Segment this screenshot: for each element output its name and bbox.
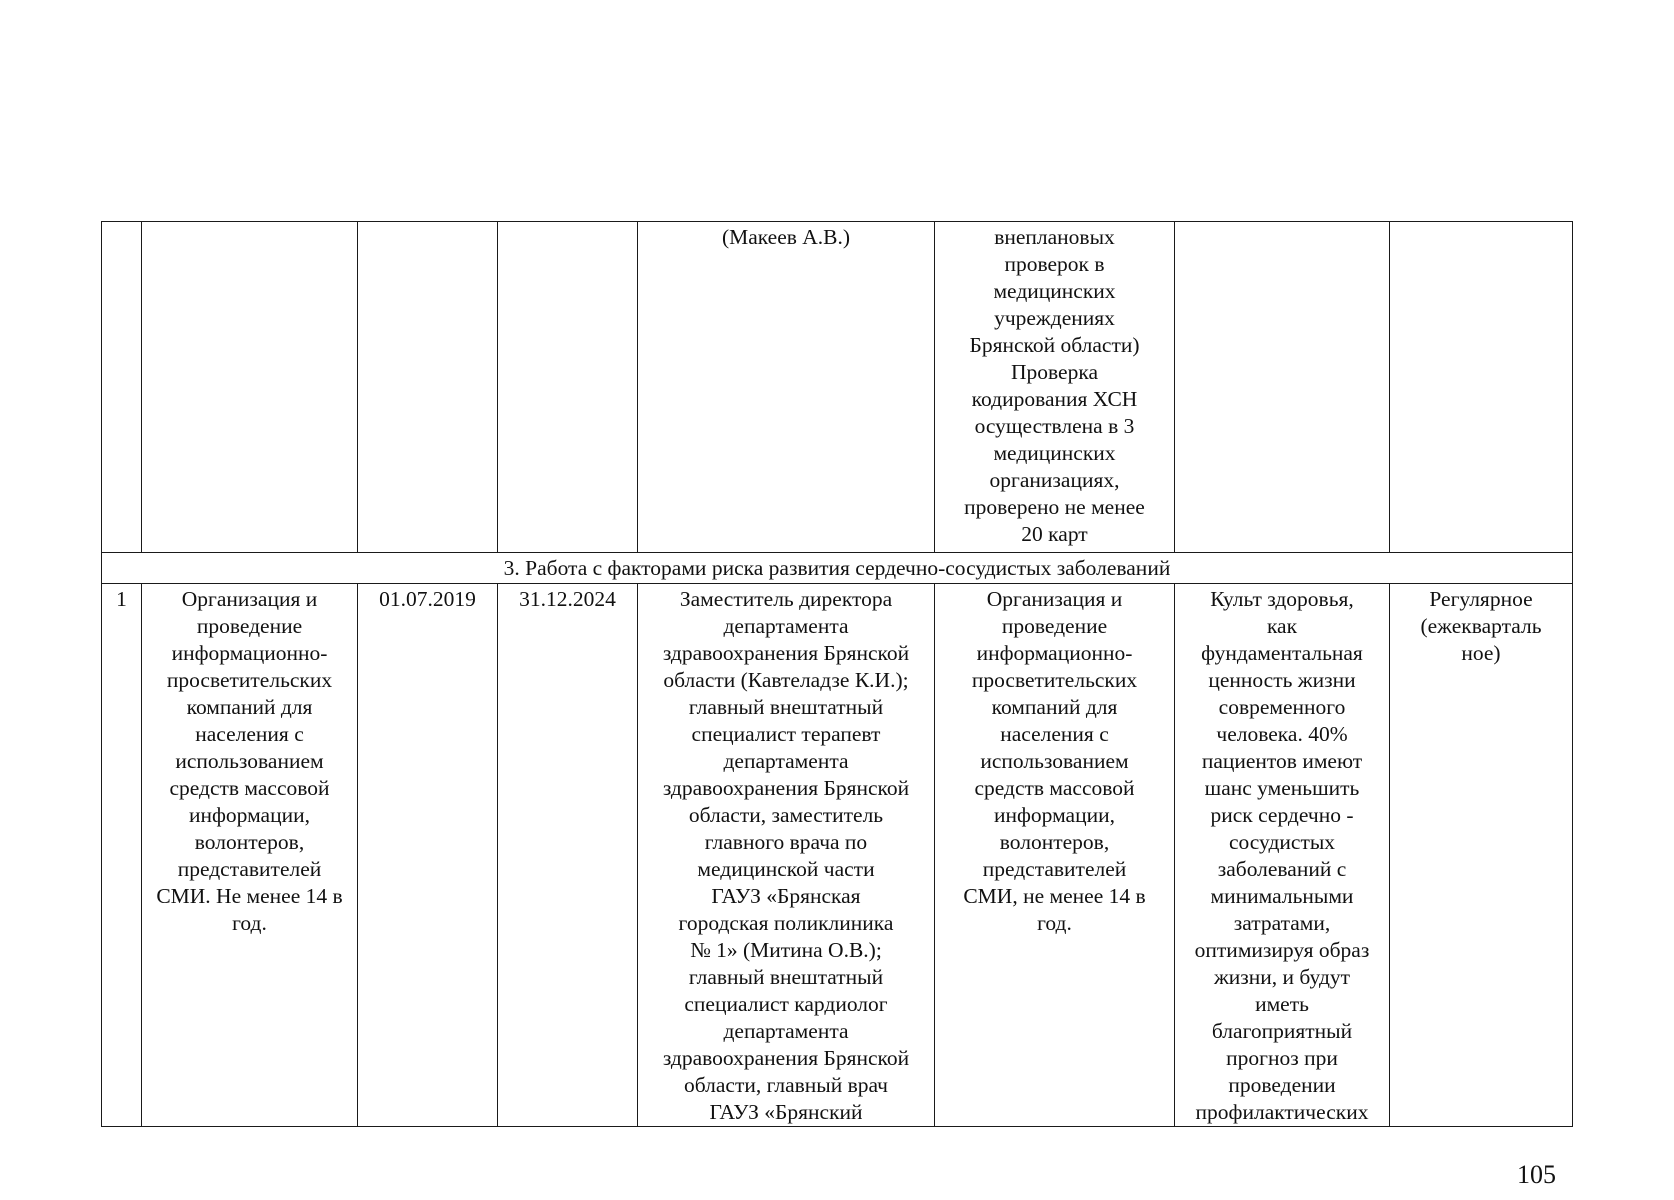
cell-outcome	[1175, 222, 1390, 553]
cell-event	[142, 222, 358, 553]
cell-num	[102, 222, 142, 553]
cell-end-date	[498, 222, 638, 553]
plan-table	[101, 221, 1573, 1127]
table-row-section-heading	[102, 553, 1573, 584]
table-row-continuation	[102, 222, 1573, 553]
table-row	[102, 584, 1573, 1127]
section-heading: 3. Работа с факторами риска развития сердечно-сосудистых заболеваний	[102, 553, 1573, 584]
cell-responsible: (Макеев А.В.)	[638, 222, 935, 553]
cell-outcome: Культ здоровья, как фундаментальная ценность жизни современного человека. 40% пациентов имеют шанс уменьшить риск сердечно - сосудистых заболеваний с минимальными затратами, оптимизируя образ жизни, и будут иметь благоприятный прогноз при проведении профилактических	[1175, 584, 1390, 1127]
cell-num: 1	[102, 584, 142, 1127]
page-number: 105	[1517, 1160, 1556, 1189]
cell-frequency	[1390, 222, 1573, 553]
cell-result: Организация и проведение информационно- просветительских компаний для населения с использованием средств массовой информации, волонтеров, представителей СМИ, не менее 14 в год.	[935, 584, 1175, 1127]
cell-start-date: 01.07.2019	[358, 584, 498, 1127]
cell-result: внеплановых проверок в медицинских учреждениях Брянской области) Проверка кодирования ХСН осуществлена в 3 медицинских организациях, проверено не менее 20 карт	[935, 222, 1175, 553]
plan-table-container	[101, 221, 1572, 1127]
cell-event: Организация и проведение информационно- просветительских компаний для населения с использованием средств массовой информации, волонтеров, представителей СМИ. Не менее 14 в год.	[142, 584, 358, 1127]
cell-responsible: Заместитель директора департамента здравоохранения Брянской области (Кавтеладзе К.И.); главный внештатный специалист терапевт департамента здравоохранения Брянской области, заместитель главного врача по медицинской части ГАУЗ «Брянская городская поликлиника № 1» (Митина О.В.); главный внештатный специалист кардиолог департамента здравоохранения Брянской области, главный врач ГАУЗ «Брянский	[638, 584, 935, 1127]
cell-start-date	[358, 222, 498, 553]
cell-end-date: 31.12.2024	[498, 584, 638, 1127]
cell-frequency: Регулярное (ежекварталь ное)	[1390, 584, 1573, 1127]
